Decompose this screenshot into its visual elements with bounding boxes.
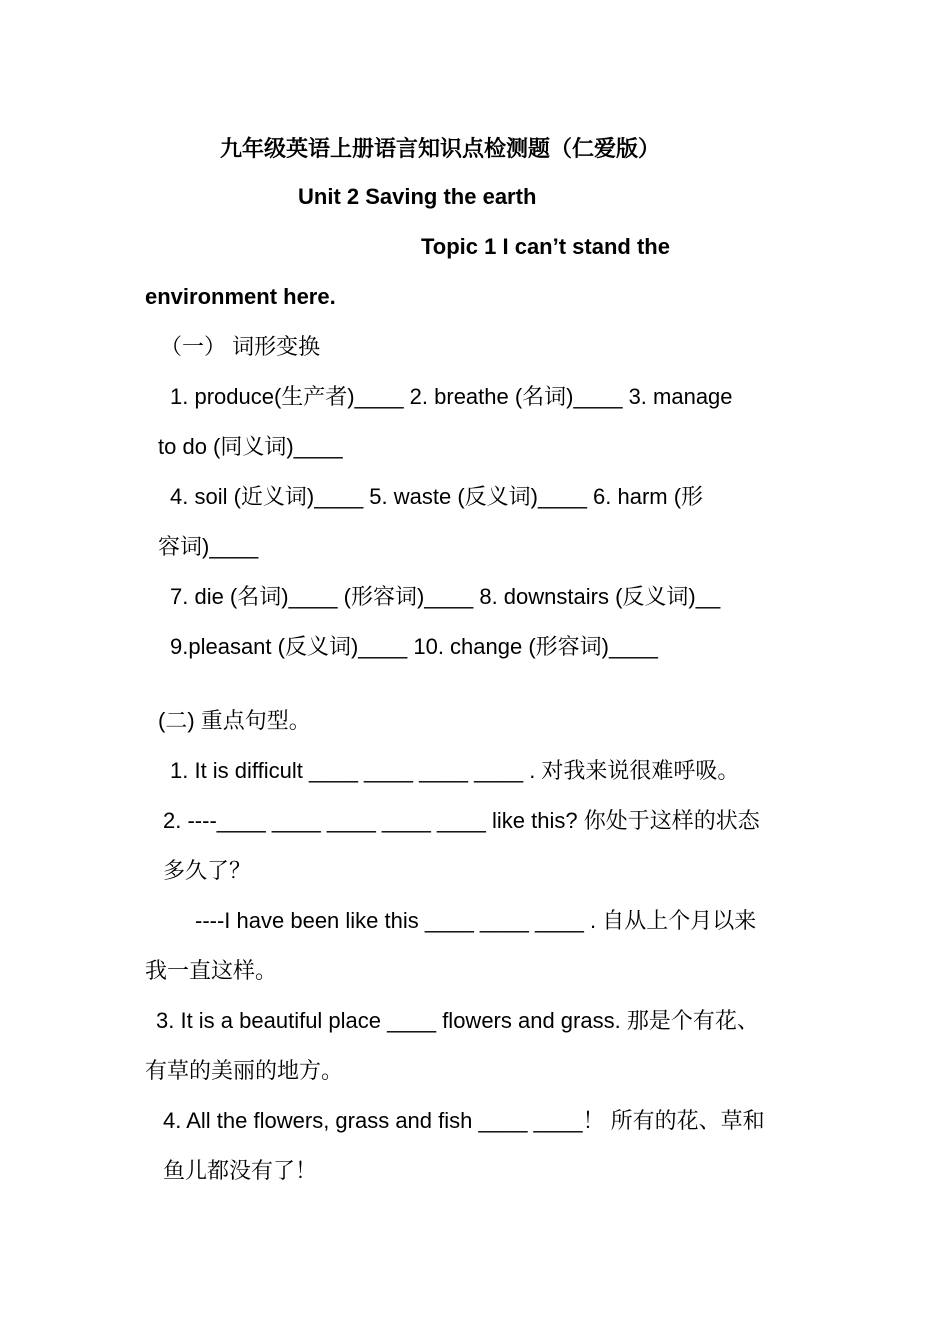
section2-line: 1. It is difficult ____ ____ ____ ____ . 对我来说很难呼吸。: [170, 758, 740, 783]
section1-heading: （一） 词形变换: [160, 334, 321, 359]
section1-line: 7. die (名词)____ (形容词)____ 8. downstairs (反义词)__: [170, 584, 721, 609]
section1-line: 4. soil (近义词)____ 5. waste (反义词)____ 6. harm (形: [170, 484, 704, 509]
section1-line: 1. produce(生产者)____ 2. breathe (名词)____ 3. manage: [170, 384, 733, 409]
section2-heading: (二) 重点句型。: [158, 708, 311, 733]
unit-title: Unit 2 Saving the earth: [298, 184, 537, 209]
document-title: 九年级英语上册语言知识点检测题（仁爱版）: [220, 136, 661, 161]
section2-line: 鱼儿都没有了！: [163, 1158, 318, 1183]
section2-line: 有草的美丽的地方。: [145, 1058, 344, 1083]
section1-line: 容词)____: [158, 534, 259, 559]
section1-line: 9.pleasant (反义词)____ 10. change (形容词)____: [170, 634, 658, 659]
section2-line: 多久了？: [163, 858, 252, 883]
topic-title-line-1: Topic 1 I can’t stand the: [421, 234, 670, 259]
topic-title-line-2: environment here.: [145, 284, 336, 309]
section2-line: 我一直这样。: [145, 958, 278, 983]
section2-line: 2. ----____ ____ ____ ____ ____ like this? 你处于这样的状态: [163, 808, 760, 833]
section2-line: ----I have been like this ____ ____ ____ . 自从上个月以来: [195, 908, 757, 933]
section1-line: to do (同义词)____: [158, 434, 343, 459]
section2-line: 3. It is a beautiful place ____ flowers and grass. 那是个有花、: [156, 1008, 759, 1033]
section2-line: 4. All the flowers, grass and fish ____ ____！ 所有的花、草和: [163, 1108, 765, 1133]
